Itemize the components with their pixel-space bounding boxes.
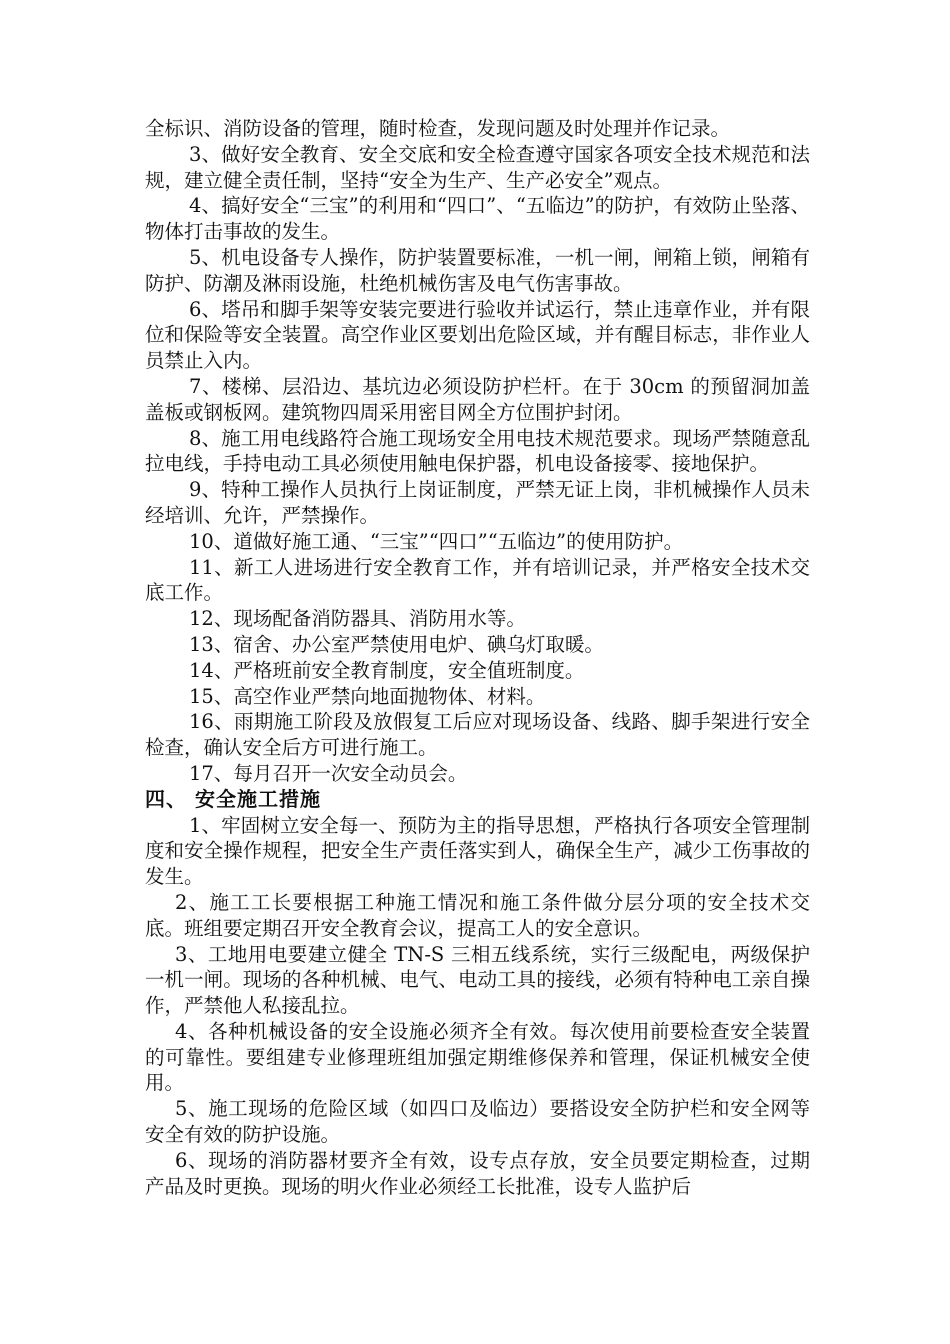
paragraph-item-10: 10、道做好施工通、“三宝”“四口”“五临边”的使用防护。 [189,529,684,553]
paragraph-item-14: 14、严格班前安全教育制度，安全值班制度。 [189,658,585,682]
paragraph-item-7: 7、楼梯、层沿边、基坑边必须设防护栏杆。在于 30cm 的预留洞加盖盖板或钢板网。建筑物四周采用密目网全方位围护封闭。 [145,374,810,424]
measure-item-6: 6、现场的消防器材要齐全有效，设专点存放，安全员要定期检查，过期产品及时更换。现场的明火作业必须经工长批准，设专人监护后 [145,1148,810,1198]
paragraph-continuation: 全标识、消防设备的管理，随时检查，发现问题及时处理并作记录。 [145,117,731,140]
paragraph-item-9: 9、特种工操作人员执行上岗证制度，严禁无证上岗，非机械操作人员未经培训、允许，严禁操作。 [145,478,810,527]
paragraph-item-5: 5、机电设备专人操作，防护装置要标准，一机一闸，闸箱上锁，闸箱有防护、防潮及淋雨设施，杜绝机械伤害及电气伤害事故。 [145,245,810,295]
paragraph-item-13: 13、宿舍、办公室严禁使用电炉、碘乌灯取暖。 [189,632,604,656]
section-heading: 四、 安全施工措施 [145,786,321,811]
measure-item-2: 2、施工工长要根据工种施工情况和施工条件做分层分项的安全技术交底。班组要定期召开安全教育会议，提高工人的安全意识。 [145,890,810,940]
paragraph-item-12: 12、现场配备消防器具、消防用水等。 [189,607,526,631]
paragraph-item-16: 16、雨期施工阶段及放假复工后应对现场设备、线路、脚手架进行安全检查，确认安全后方可进行施工。 [145,710,810,760]
paragraph-item-6: 6、塔吊和脚手架等安装完要进行验收并试运行，禁止违章作业，并有限位和保险等安全装置。高空作业区要划出危险区域，并有醒目标志，非作业人员禁止入内。 [145,297,810,373]
paragraph-item-8: 8、施工用电线路符合施工现场安全用电技术规范要求。现场严禁随意乱拉电线，手持电动工具必须使用触电保护器，机电设备接零、接地保护。 [145,426,810,476]
measure-item-1: 1、牢固树立安全每一、预防为主的指导思想，严格执行各项安全管理制度和安全操作规程，把安全生产责任落实到人，确保全生产，减少工伤事故的发生。 [145,813,810,889]
paragraph-item-3: 3、做好安全教育、安全交底和安全检查遵守国家各项安全技术规范和法规，建立健全责任制，坚持“安全为生产、生产必安全”观点。 [145,142,810,192]
paragraph-item-17: 17、每月召开一次安全动员会。 [189,761,468,785]
paragraph-item-4: 4、搞好安全“三宝”的利用和“四口”、“五临边”的防护，有效防止坠落、物体打击事故的发生。 [145,194,810,244]
measure-item-3: 3、工地用电要建立健全 TN-S 三相五线系统，实行三级配电，两级保护一机一闸。现场的各种机械、电气、电动工具的接线，必须有特种电工亲自操作，严禁他人私接乱拉。 [145,942,810,1018]
paragraph-item-15: 15、高空作业严禁向地面抛物体、材料。 [189,684,546,708]
measure-item-5: 5、施工现场的危险区域（如四口及临边）要搭设安全防护栏和安全网等安全有效的防护设施。 [145,1097,810,1147]
measure-item-4: 4、各种机械设备的安全设施必须齐全有效。每次使用前要检查安全装置的可靠性。要组建专业修理班组加强定期维修保养和管理，保证机械安全使用。 [145,1019,810,1095]
document-page [145,116,810,1199]
paragraph-item-11: 11、新工人进场进行安全教育工作，并有培训记录，并严格安全技术交底工作。 [145,555,810,605]
